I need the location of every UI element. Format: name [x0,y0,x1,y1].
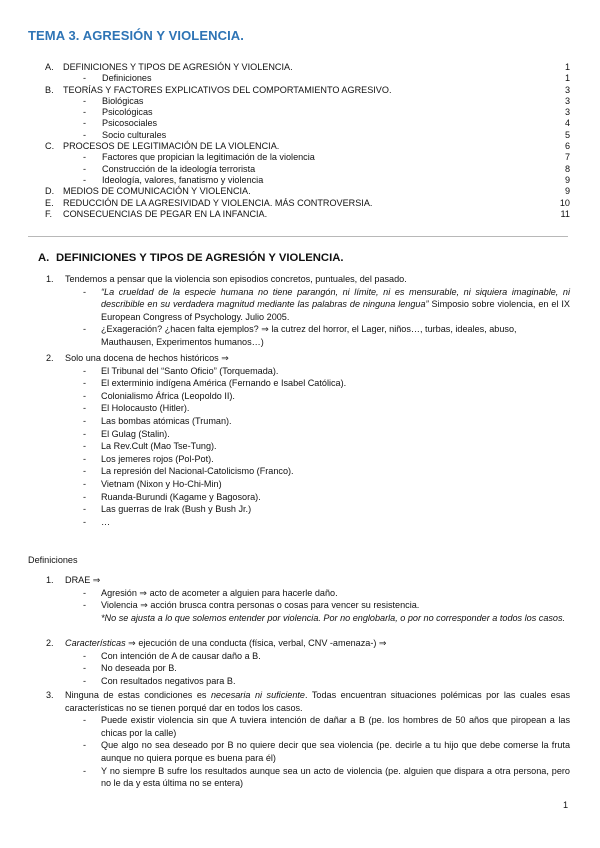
toc-marker: D. [45,186,55,197]
bullet-item: - Puede existir violencia sin que A tuviera intención de dañar a B (pe. los hombres de 50 años que piropean a las chicas por la calle) [83,715,570,738]
bullet-text: Las bombas atómicas (Truman). [101,415,232,426]
toc-marker: - [83,95,87,106]
bullet-text: El Gulag (Stalin). [101,428,170,439]
toc-text: DEFINICIONES Y TIPOS DE AGRESIÓN Y VIOLENCIA. [63,62,293,72]
drae-definitions [28,574,570,624]
toc-page: 4 [564,118,570,129]
toc-page: 1 [564,73,570,84]
toc-entry[interactable] [30,73,570,84]
page-number: 1 [562,800,568,810]
bullet-text: … [101,516,111,527]
toc-marker: - [83,174,87,185]
toc-page: 3 [564,95,570,106]
bullet-text: Con intención de A de causar daño a B. [101,650,261,661]
note-text: *No se ajusta a lo que solemos entender por violencia. Por no englobarla, o por no corresponder a todos los casos. [101,612,566,623]
bullet-text: El exterminio indígena América (Fernando e Isabel Católica). [101,378,347,389]
bullet-text: La Rev.Cult (Mao Tse-Tung). [101,441,217,452]
toc-marker: B. [45,84,54,95]
toc-entry[interactable] [30,209,570,220]
toc-page: 1 [564,62,570,72]
bullet-text: Ruanda-Burundi (Kagame y Bagosora). [101,491,261,502]
bullet-text: Con resultados negativos para B. [101,675,236,686]
bullet-item: - Agresión ⇒ acto de acometer a alguien para hacerle daño. [83,587,338,598]
item-number: 1. [46,575,54,585]
toc-text: MEDIOS DE COMUNICACIÓN Y VIOLENCIA. [63,186,251,197]
toc-text: Factores que propician la legitimación de la violencia [102,152,315,163]
toc-text: Definiciones [102,73,152,84]
toc-entry[interactable] [30,152,570,163]
toc-page: 3 [564,84,570,95]
section-a-body [28,273,570,349]
bullet-item: - Los jemeres rojos (Pol-Pot). [83,453,214,464]
bullet-text: La represión del Nacional-Catolicismo (Franco). [101,466,294,477]
list-item [28,637,570,650]
toc-marker: - [83,152,87,163]
toc-page: 6 [564,141,570,152]
item-text: Tendemos a pensar que la violencia son episodios concretos, puntuales, del pasado. [65,274,407,284]
subsection-heading: Definiciones [28,555,78,565]
toc-page: 9 [564,174,570,185]
toc-page: 7 [564,152,570,163]
bullet-text: Puede existir violencia sin que A tuviera intención de dañar a B (pe. los hombres de 50 años que piropean a las chicas por la calle) [101,715,570,738]
bullet-text: Y no siempre B sufre los resultados aunque sea un acto de violencia (pe. alguien que dispara a otra persona, pero no le da y esta última no se entera) [101,765,570,789]
toc-entry[interactable] [30,141,570,152]
toc-text: Biológicas [102,95,144,106]
section-marker: A. [38,252,50,264]
bullet-text: Violencia ⇒ acción brusca contra personas o cosas para vencer su resistencia. [101,600,420,611]
toc-entry[interactable] [30,164,570,175]
toc-text: CONSECUENCIAS DE PEGAR EN LA INFANCIA. [63,208,268,219]
bullet-item: - No deseada por B. [83,663,177,674]
bullet-item: - Con intención de A de causar daño a B. [83,650,261,661]
toc-entry[interactable] [30,186,570,197]
bullet-item: - Ruanda-Burundi (Kagame y Bagosora). [83,491,261,502]
list-item [28,689,570,714]
toc-marker: - [83,107,87,118]
bullet-item: - La represión del Nacional-Catolicismo (Franco). [83,466,294,477]
toc-page: 10 [559,197,570,208]
document-title: TEMA 3. AGRESIÓN Y VIOLENCIA. [28,28,244,43]
table-of-contents [30,62,570,220]
item-text: ⇒ ejecución de una conducta (física, verbal, CNV -amenaza-) ⇒ [125,638,387,648]
bullet-item: - Vietnam (Nixon y Ho-Chi-Min) [83,478,222,489]
item-number: 2. [46,353,54,363]
toc-marker: C. [45,141,55,152]
toc-entry[interactable] [30,96,570,107]
toc-entry[interactable] [30,175,570,186]
toc-entry[interactable] [30,62,570,73]
toc-text: Psicosociales [102,118,158,129]
bullet-text: Que algo no sea deseado por B no quiere decir que sea violencia (pe. decirle a tu hijo que debe comerse la fruta aunque no quiera porque es buena para él) [101,740,570,763]
toc-text: Psicológicas [102,107,153,118]
bullet-text: Agresión ⇒ acto de acometer a alguien para hacerle daño. [101,587,338,598]
bullet-item: - ¿Exageración? ¿hacen falta ejemplos? ⇒ la cutrez del horror, el Lager, niños…, turbas, ideales, abuso, Mauthausen, Experimentos humanos…) [83,324,517,347]
bullet-text: El Holocausto (Hitler). [101,403,190,414]
toc-entry[interactable] [30,198,570,209]
divider [28,236,568,237]
toc-marker: - [83,73,87,84]
bullet-item: - Que algo no sea deseado por B no quiere decir que sea violencia (pe. decirle a tu hijo que debe comerse la fruta aunque no quiera porque es buena para él) [83,740,570,763]
bullet-item: - Colonialismo África (Leopoldo II). [83,390,235,401]
toc-marker: A. [45,62,54,72]
item-label: Características [65,638,126,648]
item-number: 3. [46,690,54,700]
item-number: 1. [46,274,54,284]
toc-marker: F. [45,208,53,219]
quote-text: “La crueldad de la especie humana no tiene parangón, ni límite, ni es mensurable, ni siquiera imaginable, ni describible en su verdadera magnitud mediante las palabras de ninguna lengua” [101,286,570,310]
toc-entry[interactable] [30,130,570,141]
item-number: 2. [46,638,54,648]
section-heading-text: DEFINICIONES Y TIPOS DE AGRESIÓN Y VIOLENCIA. [56,252,344,264]
toc-page: 5 [564,129,570,140]
toc-marker: - [83,163,87,174]
historical-events [28,352,570,528]
item-text-continued: . Todas encuentran situaciones polémicas por las cuales esas características no se tienen porqué dar en todos los casos. [65,690,570,713]
bullet-item: - Con resultados negativos para B. [83,675,236,686]
item-emphasis: necesaria ni suficiente [210,690,305,700]
bullet-text: Las guerras de Irak (Bush y Bush Jr.) [101,504,252,515]
bullet-item: - El Tribunal del “Santo Oficio” (Torquemada). [83,365,279,376]
toc-page: 8 [564,163,570,174]
list-item [28,352,570,365]
bullet-item: - El Holocausto (Hitler). [83,403,190,414]
toc-text: REDUCCIÓN DE LA AGRESIVIDAD Y VIOLENCIA. MÁS CONTROVERSIA. [63,197,373,208]
bullet-item: - La Rev.Cult (Mao Tse-Tung). [83,441,217,452]
toc-text: Ideología, valores, fanatismo y violencia [102,174,264,185]
section-heading [38,252,344,264]
toc-marker: - [83,118,87,129]
toc-entry[interactable] [30,107,570,118]
item-text: Solo una docena de hechos históricos ⇒ [65,353,229,363]
toc-entry[interactable] [30,118,570,129]
bullet-item: - … [83,516,111,527]
toc-text: Socio culturales [102,129,167,140]
conditions-discussion [28,689,570,790]
bullet-item: - El exterminio indígena América (Fernando e Isabel Católica). [83,378,347,389]
toc-marker: E. [45,197,54,208]
bullet-item: - Violencia ⇒ acción brusca contra personas o cosas para vencer su resistencia. [83,600,420,611]
list-item [28,574,570,587]
bullet-text: ¿Exageración? ¿hacen falta ejemplos? ⇒ la cutrez del horror, el Lager, niños…, turbas, ideales, abuso, Mauthausen, Experimentos humanos…) [101,324,517,347]
characteristics [28,637,570,687]
item-text: Ninguna de estas condiciones es [65,690,211,700]
bullet-item: - Y no siempre B sufre los resultados aunque sea un acto de violencia (pe. alguien que dispara a otra persona, pero no le da y esta última no se entera) [83,765,570,789]
bullet-text: El Tribunal del “Santo Oficio” (Torquemada). [101,365,279,376]
bullet-text: Los jemeres rojos (Pol-Pot). [101,453,214,464]
bullet-item: - El Gulag (Stalin). [83,428,170,439]
bullet-text: Vietnam (Nixon y Ho-Chi-Min) [101,478,222,489]
bullet-item: - Las bombas atómicas (Truman). [83,415,232,426]
toc-text: PROCESOS DE LEGITIMACIÓN DE LA VIOLENCIA. [63,141,280,152]
bullet-text: No deseada por B. [101,663,177,674]
toc-page: 11 [560,208,570,219]
toc-text: TEORÍAS Y FACTORES EXPLICATIVOS DEL COMPORTAMIENTO AGRESIVO. [63,84,392,95]
toc-page: 9 [564,186,570,197]
bullet-item: - “La crueldad de la especie humana no tiene parangón, ni límite, ni es mensurable, ni siquiera imaginable, ni describible en su verdadera magnitud mediante las palabras de ninguna lengua” Simposio sobre violencia, en el IX European Congress of Psychology. Julio 2005. [83,286,570,322]
toc-entry[interactable] [30,85,570,96]
toc-page: 3 [564,107,570,118]
toc-marker: - [83,129,87,140]
bullet-text: Colonialismo África (Leopoldo II). [101,390,235,401]
list-item [28,273,570,286]
item-text: DRAE ⇒ [65,575,101,585]
toc-text: Construcción de la ideología terrorista [102,163,256,174]
bullet-item: - Las guerras de Irak (Bush y Bush Jr.) [83,504,252,515]
quote-source: Simposio sobre violencia, en el IX European Congress of Psychology. Julio 2005. [101,299,570,322]
